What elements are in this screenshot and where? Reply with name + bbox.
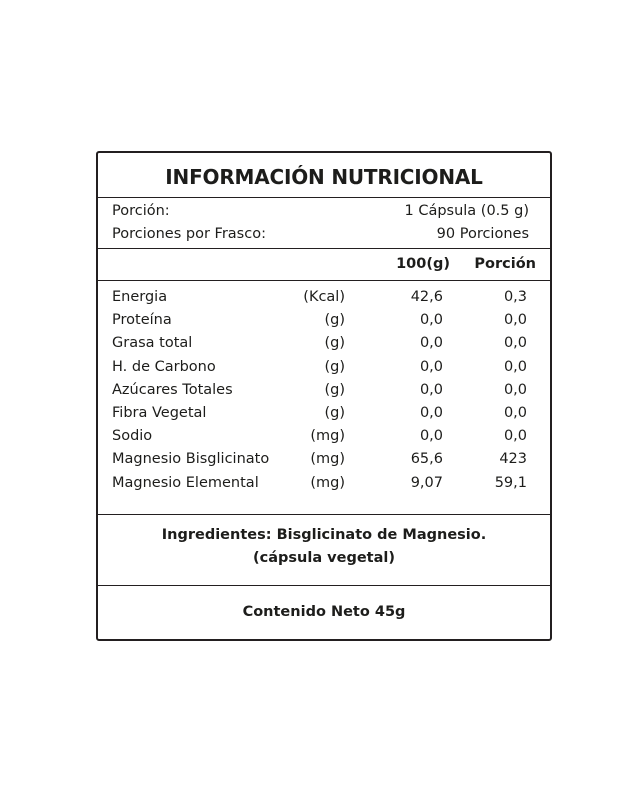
nutrient-per-serving: 0,3 xyxy=(503,289,527,305)
nutrient-name: Fibra Vegetal xyxy=(112,405,207,421)
nutrient-row xyxy=(98,405,550,428)
label-title: INFORMACIÓN NUTRICIONAL xyxy=(98,153,550,198)
nutrient-row xyxy=(98,289,550,312)
nutrient-per-serving: 0,0 xyxy=(503,312,527,329)
nutrient-per100: 9,07 xyxy=(410,474,443,491)
serving-size-row xyxy=(112,203,529,219)
nutrient-per100: 65,6 xyxy=(410,451,443,468)
nutrient-unit: (g) xyxy=(324,381,345,398)
nutrient-unit: (mg) xyxy=(310,474,345,491)
nutrient-unit: (g) xyxy=(324,312,345,329)
nutrient-row xyxy=(98,451,550,474)
nutrient-per-serving: 59,1 xyxy=(494,474,527,491)
nutrient-row xyxy=(98,382,550,405)
serving-info xyxy=(98,198,550,249)
nutrient-name: Sodio xyxy=(112,428,153,445)
nutrient-row xyxy=(98,428,550,451)
nutrient-name: H. de Carbono xyxy=(112,358,216,375)
nutrient-unit: (mg) xyxy=(310,428,345,445)
nutrient-table xyxy=(98,281,550,515)
nutrient-name: Magnesio Elemental xyxy=(112,474,259,491)
column-header-per-serving: Porción xyxy=(474,256,536,272)
servings-per-container-row xyxy=(112,226,529,242)
nutrient-unit: (g) xyxy=(324,335,345,352)
nutrient-row xyxy=(98,475,550,498)
nutrient-unit: (Kcal) xyxy=(303,289,345,305)
nutrient-per100: 0,0 xyxy=(419,358,443,375)
nutrient-row xyxy=(98,335,550,358)
nutrient-per100: 42,6 xyxy=(410,289,443,305)
nutrient-unit: (g) xyxy=(324,405,345,421)
nutrient-per100: 0,0 xyxy=(419,335,443,352)
column-header-per100: 100(g) xyxy=(396,256,450,272)
nutrient-name: Energia xyxy=(112,289,168,305)
serving-size-label: Porción: xyxy=(112,203,170,219)
servings-per-container-label: Porciones por Frasco: xyxy=(112,226,266,242)
nutrient-per-serving: 0,0 xyxy=(503,428,527,445)
net-content: Contenido Neto 45g xyxy=(242,604,406,620)
nutrient-unit: (g) xyxy=(324,358,345,375)
nutrient-name: Azúcares Totales xyxy=(112,381,233,398)
nutrient-per-serving: 0,0 xyxy=(503,405,527,421)
nutrient-name: Proteína xyxy=(112,312,172,329)
serving-size-value: 1 Cápsula (0.5 g) xyxy=(404,203,529,219)
nutrient-per-serving: 0,0 xyxy=(503,335,527,352)
nutrient-per100: 0,0 xyxy=(419,405,443,421)
nutrition-facts-label xyxy=(96,151,552,641)
nutrient-name: Magnesio Bisglicinato xyxy=(112,451,270,468)
column-header xyxy=(98,249,550,281)
ingredients-line-1: Ingredientes: Bisglicinato de Magnesio. xyxy=(161,527,487,543)
nutrient-unit: (mg) xyxy=(310,451,345,468)
nutrient-per100: 0,0 xyxy=(419,381,443,398)
nutrient-per100: 0,0 xyxy=(419,428,443,445)
nutrient-per-serving: 0,0 xyxy=(503,358,527,375)
nutrient-per-serving: 423 xyxy=(499,451,527,468)
nutrient-row xyxy=(98,312,550,335)
servings-per-container-value: 90 Porciones xyxy=(436,226,529,242)
nutrient-row xyxy=(98,359,550,382)
nutrient-per100: 0,0 xyxy=(419,312,443,329)
ingredients-line-2: (cápsula vegetal) xyxy=(253,550,395,566)
ingredients-section xyxy=(98,515,550,586)
nutrient-per-serving: 0,0 xyxy=(503,381,527,398)
nutrient-name: Grasa total xyxy=(112,335,193,352)
